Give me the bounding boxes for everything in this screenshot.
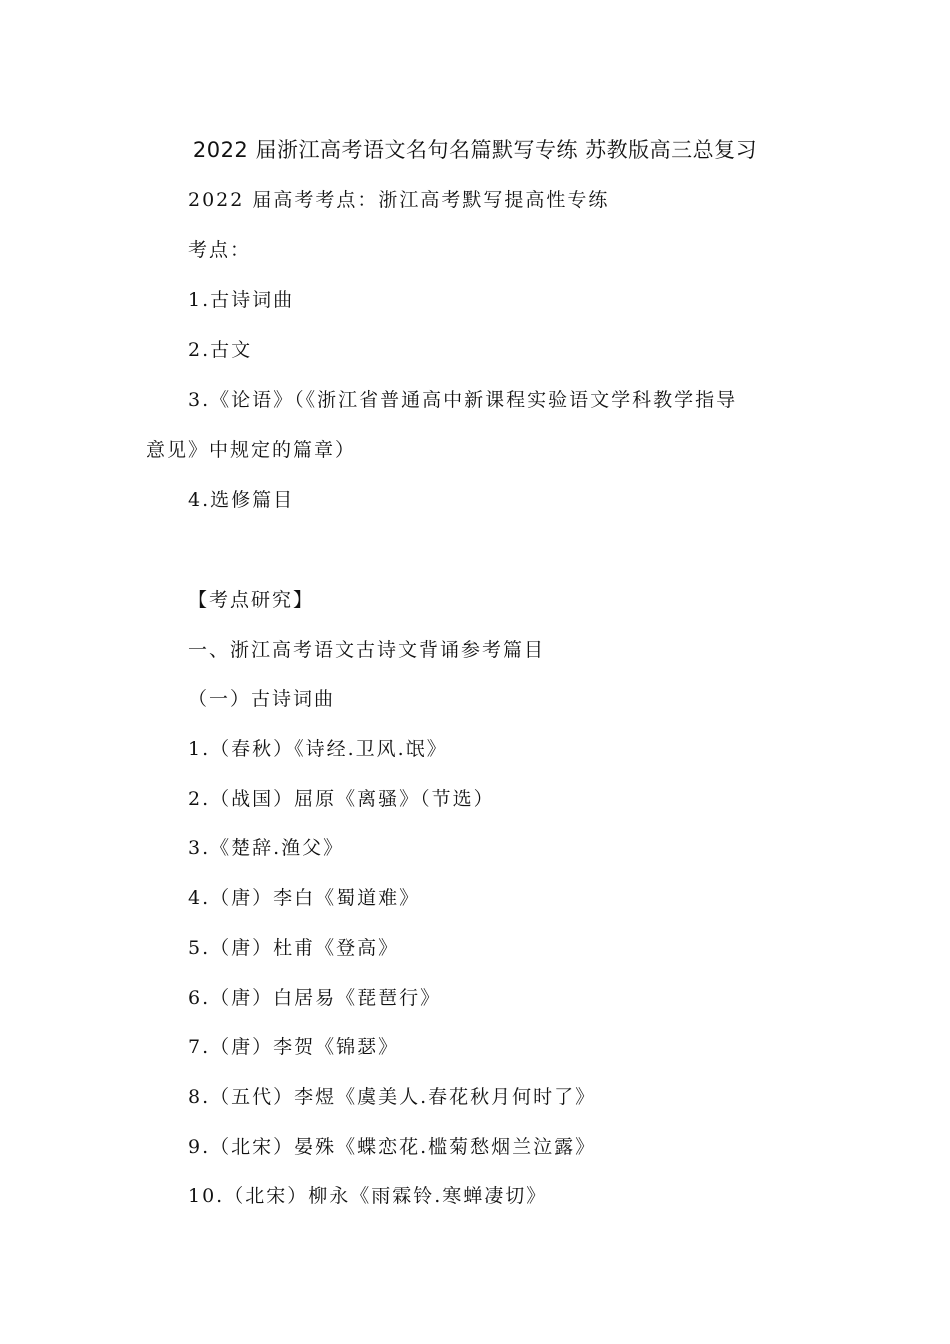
poem-item: 3.《楚辞.渔父》: [188, 837, 345, 859]
poem-item: 2.（战国）屈原《离骚》（节选）: [188, 788, 495, 810]
kaodian-item-2: 2.古文: [188, 339, 253, 361]
poem-item: 8.（五代）李煜《虞美人.春花秋月何时了》: [188, 1086, 597, 1108]
poem-item: 5.（唐）杜甫《登高》: [188, 937, 400, 959]
research-heading: 【考点研究】: [188, 589, 315, 611]
poem-item: 4.（唐）李白《蜀道难》: [188, 887, 421, 909]
kaodian-item-3-continued: 意见》中规定的篇章）: [146, 439, 357, 461]
subtitle: 2022 届高考考点：浙江高考默写提高性专练: [188, 189, 610, 211]
subsection-heading: （一）古诗词曲: [188, 688, 336, 710]
poem-item: 7.（唐）李贺《锦瑟》: [188, 1036, 400, 1058]
kaodian-label: 考点：: [188, 239, 252, 261]
poem-item: 10.（北宋）柳永《雨霖铃.寒蝉凄切》: [188, 1185, 548, 1207]
poem-item: 6.（唐）白居易《琵琶行》: [188, 987, 442, 1009]
section-one-heading: 一、浙江高考语文古诗文背诵参考篇目: [188, 639, 546, 661]
document-title: 2022 届浙江高考语文名句名篇默写专练 苏教版高三总复习: [192, 138, 758, 162]
poem-item: 9.（北宋）晏殊《蝶恋花.槛菊愁烟兰泣露》: [188, 1136, 597, 1158]
poem-item: 1.（春秋）《诗经.卫风.氓》: [188, 738, 448, 760]
kaodian-item-4: 4.选修篇目: [188, 489, 295, 511]
kaodian-item-3: 3.《论语》（《浙江省普通高中新课程实验语文学科教学指导: [188, 389, 738, 411]
kaodian-item-1: 1.古诗词曲: [188, 289, 295, 311]
